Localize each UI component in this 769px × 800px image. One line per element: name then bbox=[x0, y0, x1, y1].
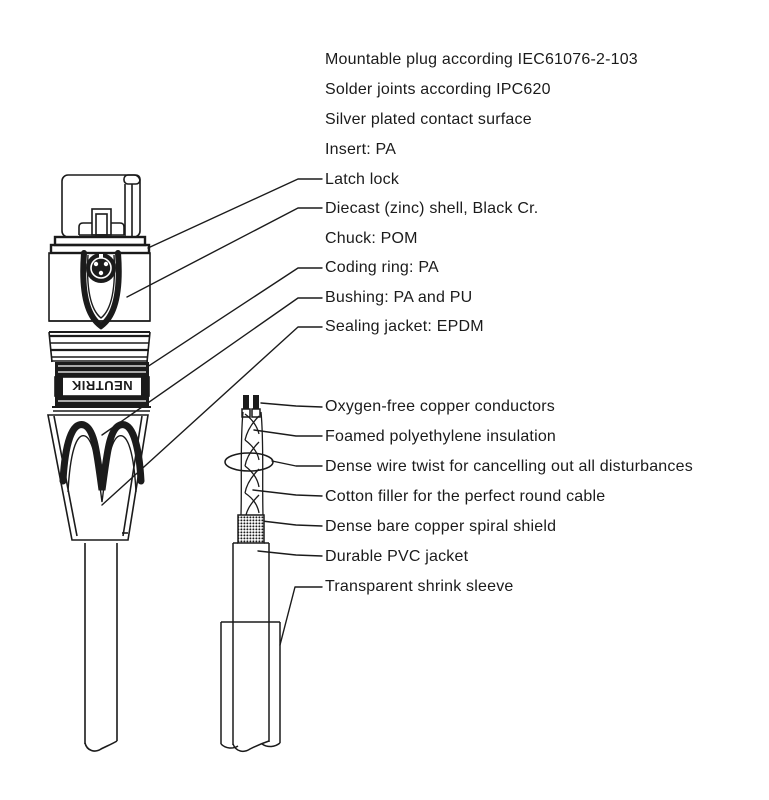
label-pvc-jacket: Durable PVC jacket bbox=[325, 548, 469, 565]
label-cotton-filler: Cotton filler for the perfect round cable bbox=[325, 488, 606, 505]
latch-lock-part bbox=[79, 209, 124, 235]
flange-ring-lower bbox=[51, 245, 149, 253]
connector-cable bbox=[85, 543, 117, 751]
cable-cutaway-drawing bbox=[221, 395, 280, 751]
leader-latch-lock bbox=[148, 179, 322, 248]
leader-wire-twist bbox=[272, 461, 322, 466]
leader-spiral-shield bbox=[262, 521, 322, 526]
leader-pvc-jacket bbox=[258, 551, 322, 556]
xlr-connector-drawing bbox=[48, 175, 151, 751]
label-mountable-plug: Mountable plug according IEC61076-2-103 bbox=[325, 51, 638, 68]
brand-band bbox=[52, 362, 151, 411]
brand-text: NEUTRIK bbox=[71, 378, 133, 393]
chuck-rings bbox=[49, 332, 150, 362]
shrink-sleeve-part bbox=[221, 622, 280, 748]
pvc-jacket-part bbox=[233, 543, 269, 751]
label-solder-joints: Solder joints according IPC620 bbox=[325, 81, 551, 98]
label-silver-plated: Silver plated contact surface bbox=[325, 111, 532, 128]
copper-conductor-tips bbox=[242, 395, 260, 417]
leader-shrink-sleeve bbox=[280, 587, 322, 645]
label-sealing-jacket: Sealing jacket: EPDM bbox=[325, 318, 484, 335]
bushing-part bbox=[48, 415, 148, 540]
label-wire-twist: Dense wire twist for cancelling out all disturbances bbox=[325, 458, 693, 475]
leader-lines bbox=[102, 179, 322, 645]
twisted-pair bbox=[241, 412, 263, 515]
label-spiral-shield: Dense bare copper spiral shield bbox=[325, 518, 557, 535]
label-coding-ring: Coding ring: PA bbox=[325, 259, 439, 276]
label-shrink-sleeve: Transparent shrink sleeve bbox=[325, 578, 514, 595]
leader-copper-conductors bbox=[261, 403, 322, 407]
label-foam-insulation: Foamed polyethylene insulation bbox=[325, 428, 557, 445]
label-copper-conductors: Oxygen-free copper conductors bbox=[325, 398, 555, 415]
leader-diecast-shell bbox=[127, 208, 322, 297]
xlr-face-emblem bbox=[83, 253, 119, 326]
spiral-shield-part bbox=[238, 515, 264, 543]
label-latch-lock: Latch lock bbox=[325, 171, 400, 188]
leader-foam-insulation bbox=[254, 430, 322, 436]
label-insert: Insert: PA bbox=[325, 141, 397, 158]
label-bushing: Bushing: PA and PU bbox=[325, 289, 473, 306]
label-chuck: Chuck: POM bbox=[325, 230, 418, 247]
label-diecast-shell: Diecast (zinc) shell, Black Cr. bbox=[325, 200, 539, 217]
